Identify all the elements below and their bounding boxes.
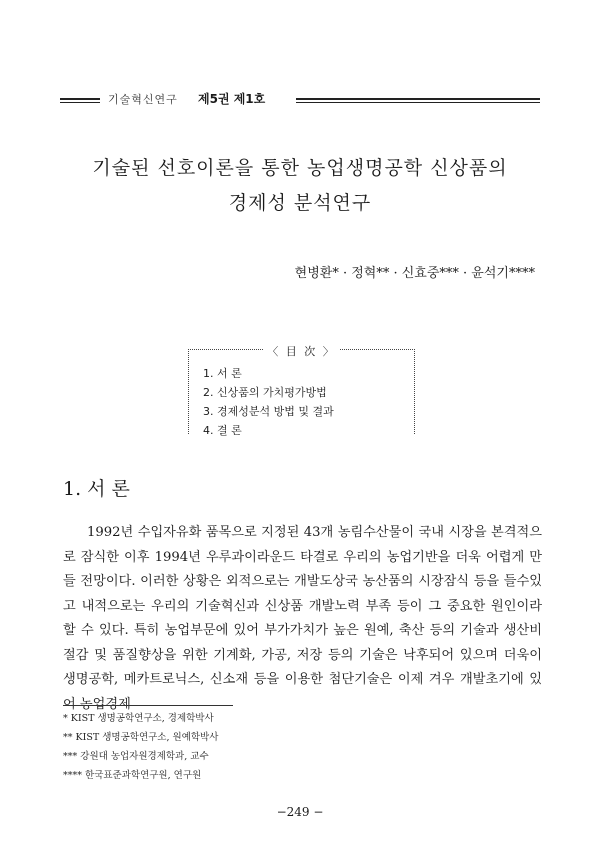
- toc-list: [203, 364, 334, 440]
- toc-item: 4. 결 론: [203, 424, 242, 437]
- paper-title-line2: 경제성 분석연구: [228, 192, 372, 214]
- body-paragraph: 1992년 수입자유화 품목으로 지정된 43개 농림수산물이 국내 시장을 본격적으로 잠식한 이후 1994년 우루과이라운드 타결로 우리의 농업기반을 더욱 어렵게 만들 전망이다. 이러한 상황은 외적으로는 개발도상국 농산품의 시장잠식 등을 들수있고 내적으로는 우리의 기술혁신과 신상품 개발노력 부족 등이 그 중요한 원인이라 할 수 있다. 특히 농업부문에 있어 부가가치가 높은 원예, 축산 등의 기술과 생산비 절감 및 품질향상을 위한 기계화, 가공, 저장 등의 기술은 낙후되어 있으며 더욱이 생명공학, 메카트로닉스, 신소재 등을 이용한 첨단기술은 이제 겨우 개발초기에 있어 농업경제: [63, 525, 542, 712]
- footnote: ** KIST 생명공학연구소, 원예학박사: [63, 732, 219, 743]
- footnote: * KIST 생명공학연구소, 경제학박사: [63, 713, 214, 724]
- paper-title-line1: 기술된 선호이론을 통한 농업생명공학 신상품의: [92, 157, 508, 179]
- author-list: 현병환* · 정혁** · 신효중*** · 윤석기****: [294, 266, 535, 281]
- header-rule-left: [60, 98, 100, 100]
- journal-name: 기술혁신연구: [108, 93, 178, 106]
- toc-item: 1. 서 론: [203, 367, 242, 380]
- footnotes: [63, 709, 218, 785]
- footnote: **** 한국표준과학연구원, 연구원: [63, 770, 202, 781]
- page-number: −249 −: [276, 805, 324, 819]
- running-header: [60, 90, 540, 108]
- table-of-contents: [188, 345, 415, 437]
- header-rule-right: [296, 98, 540, 100]
- toc-item: 3. 경제성분석 방법 및 결과: [203, 405, 334, 418]
- footnote: *** 강원대 농업자원경제학과, 교수: [63, 751, 209, 762]
- toc-item: 2. 신상품의 가치평가방법: [203, 386, 327, 399]
- section-heading: 1. 서 론: [63, 478, 130, 500]
- issue-label: 제5권 제1호: [198, 92, 266, 106]
- toc-title: 〈 目 次 〉: [189, 343, 414, 359]
- footnote-rule: [63, 705, 233, 706]
